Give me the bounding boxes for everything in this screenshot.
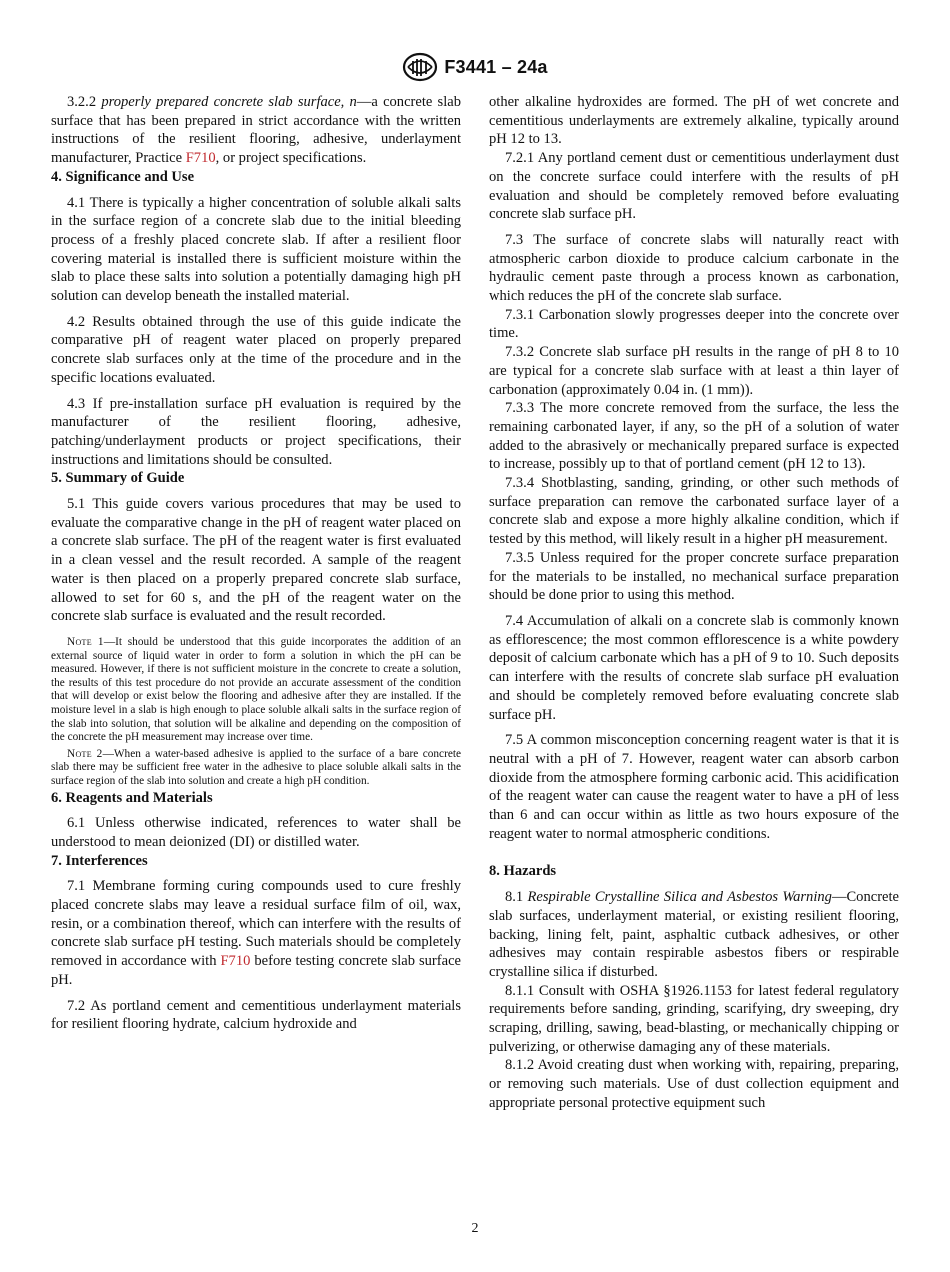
standard-designation: F3441 – 24a	[444, 56, 548, 77]
f710-link[interactable]: F710	[185, 150, 216, 167]
paragraph-7-4: 7.4 Accumulation of alkali on a concrete slab is commonly known as efflorescence; the most common efflorescence is a white powdery deposit of calcium carbonate which has a pH of 9 to 10. Such deposits can interfere with the results of concrete slab surface pH evaluation and should be completely removed before evaluating concrete slab surface pH.	[489, 612, 899, 723]
left-column	[51, 93, 461, 1034]
paragraph-7-2-continued: other alkaline hydroxides are formed. The pH of wet concrete and cementitious underlayments are extremely alkaline, typically around pH 12 to 13.	[489, 94, 899, 148]
section-4-heading: 4. Significance and Use	[51, 168, 195, 185]
paragraph-7-3-4: 7.3.4 Shotblasting, sanding, grinding, or other such methods of surface preparation can remove the carbonated surface layer of a concrete slab and expose a more highly alkaline condition, which if tested by this method, will likely result in a higher pH measurement.	[489, 475, 899, 548]
astm-logo-icon	[402, 52, 438, 82]
paragraph-7-5: 7.5 A common misconception concerning reagent water is that it is neutral with a pH of 7. However, reagent water can absorb carbon dioxide from the atmosphere forming carbonic acid. This acidification of the reagent water can cause the reagent water to have a pH of less than 6 and can occur within as little as two hours exposure of the reagent water to normal atmospheric conditions.	[489, 732, 899, 842]
paragraph-8-1-2: 8.1.2 Avoid creating dust when working with, repairing, preparing, or removing such materials. Use of dust collection equipment and appropriate personal protective equipment such	[489, 1057, 899, 1111]
paragraph-4-1: 4.1 There is typically a higher concentration of soluble alkali salts in the surface region of a concrete slab due to the initial bleeding process of a freshly placed concrete slab. If after a resilient floor covering material is installed there is sufficient moisture within the slab to place these salts into solution a potentially damaging high pH solution can develop beneath the installed material.	[51, 194, 461, 305]
paragraph-8-1-1: 8.1.1 Consult with OSHA §1926.1153 for latest federal regulatory requirements before sanding, grinding, scarifying, dry sweeping, dry scraping, drilling, sawing, bead-blasting, or mechanically chipping or pulverizing, or otherwise damaging any of these materials.	[489, 982, 899, 1055]
term-properly-prepared: properly prepared concrete slab surface, n	[101, 94, 357, 110]
paragraph-7-1: 7.1 Membrane forming curing compounds used to cure freshly placed concrete slabs may leave a residual surface film of oil, wax, resin, or a combination thereof, which can interfere with the results of concrete slab surface pH testing. Such materials should be completely removed in accordance with F710 before testing concrete slab surface pH.	[51, 878, 461, 988]
paragraph-7-3-3: 7.3.3 The more concrete removed from the surface, the less the remaining carbonated layer, if any, so the pH of a solution of water added to the abrasively or mechanically prepared surface is expected to increase, possibly up to that of portland cement (pH 12 to 13).	[489, 400, 899, 473]
paragraph-7-3: 7.3 The surface of concrete slabs will naturally react with atmospheric carbon dioxide to produce calcium carbonate in the hydraulic cement paste through a process known as carbonation, which reduces the pH of the concrete slab surface.	[489, 231, 899, 305]
paragraph-5-1: 5.1 This guide covers various procedures that may be used to evaluate the comparative change in the pH of reagent water placed on a concrete slab surface. The pH of the reagent water is first evaluated in a clean vessel and the result recorded. A sample of the reagent water is then placed on a properly prepared concrete slab surface, allowed to set for 60 s, and the pH of the reagent water on the concrete slab surface is evaluated and the result recorded.	[51, 496, 461, 625]
paragraph-4-3: 4.3 If pre-installation surface pH evaluation is required by the manufacturer of the resilient flooring, adhesive, patching/underlayment products or project specifications, their instructions and limitations should be consulted.	[51, 395, 461, 468]
section-7-heading: 7. Interferences	[51, 852, 148, 869]
page-number: 2	[471, 1221, 479, 1236]
warning-title: Respirable Crystalline Silica and Asbestos Warning	[527, 889, 832, 906]
paragraph-3-2-2: 3.2.2 properly prepared concrete slab surface, n—a concrete slab surface that has been prepared in strict accordance with the written instructions of the resilient flooring, adhesive, underlayment manufacturer, Practice F710, or project specifications.	[51, 94, 461, 167]
paragraph-7-2: 7.2 As portland cement and cementitious underlayment materials for resilient flooring hydrate, calcium hydroxide and	[51, 997, 461, 1033]
f710-link[interactable]: F710	[220, 953, 251, 970]
note-2: Note 2—When a water-based adhesive is applied to the surface of a bare concrete slab there may be sufficient free water in the adhesive to place soluble alkali salts in the surface region of the slab into solution and create a high pH condition.	[51, 747, 461, 787]
paragraph-7-3-5: 7.3.5 Unless required for the proper concrete surface preparation for the materials to be installed, no mechanical surface preparation should be done prior to using this method.	[489, 549, 899, 604]
section-5-heading: 5. Summary of Guide	[51, 470, 185, 487]
paragraph-7-2-1: 7.2.1 Any portland cement dust or cementitious underlayment dust on the concrete surface could interfere with the results of pH evaluation and should be completely removed before evaluating concrete slab surface pH.	[489, 150, 899, 223]
paragraph-6-1: 6.1 Unless otherwise indicated, references to water shall be understood to mean deionized (DI) or distilled water.	[51, 815, 461, 850]
page-header	[0, 52, 950, 87]
right-column	[489, 93, 899, 1113]
paragraph-7-3-1: 7.3.1 Carbonation slowly progresses deeper into the concrete over time.	[489, 306, 899, 342]
section-8-heading: 8. Hazards	[489, 863, 557, 880]
note-1: Note 1—It should be understood that this guide incorporates the addition of an external source of liquid water in order to form a solution in which the pH can be measured. However, if there is not sufficient moisture in the concrete to create a solution, the results of this test procedure do not provide an accurate assessment of the condition that will develop or exist below the flooring and adhesive after they are installed. If the moisture level in a slab is high enough to place soluble alkali salts in the surface region of the slab into solution, that solution will be alkaline and depending on the composition of the concrete the pH measurement may increase over time.	[51, 635, 461, 744]
paragraph-4-2: 4.2 Results obtained through the use of this guide indicate the comparative pH of reagent water placed on properly prepared concrete slab surfaces only at the time of the procedure and in the specific locations evaluated.	[51, 313, 461, 386]
paragraph-7-3-2: 7.3.2 Concrete slab surface pH results in the range of pH 8 to 10 are typical for a concrete slab surface with at least a thin layer of carbonation (approximately 0.04 in. (1 mm)).	[489, 344, 899, 398]
section-6-heading: 6. Reagents and Materials	[51, 789, 213, 806]
paragraph-8-1: 8.1 Respirable Crystalline Silica and Asbestos Warning—Concrete slab surfaces, underlayment material, or existing resilient flooring, backing, lining felt, paint, asphaltic cutback adhesives, or other adhesives may contain respirable asbestos fibers or respirable crystalline silica if disturbed.	[489, 889, 899, 980]
